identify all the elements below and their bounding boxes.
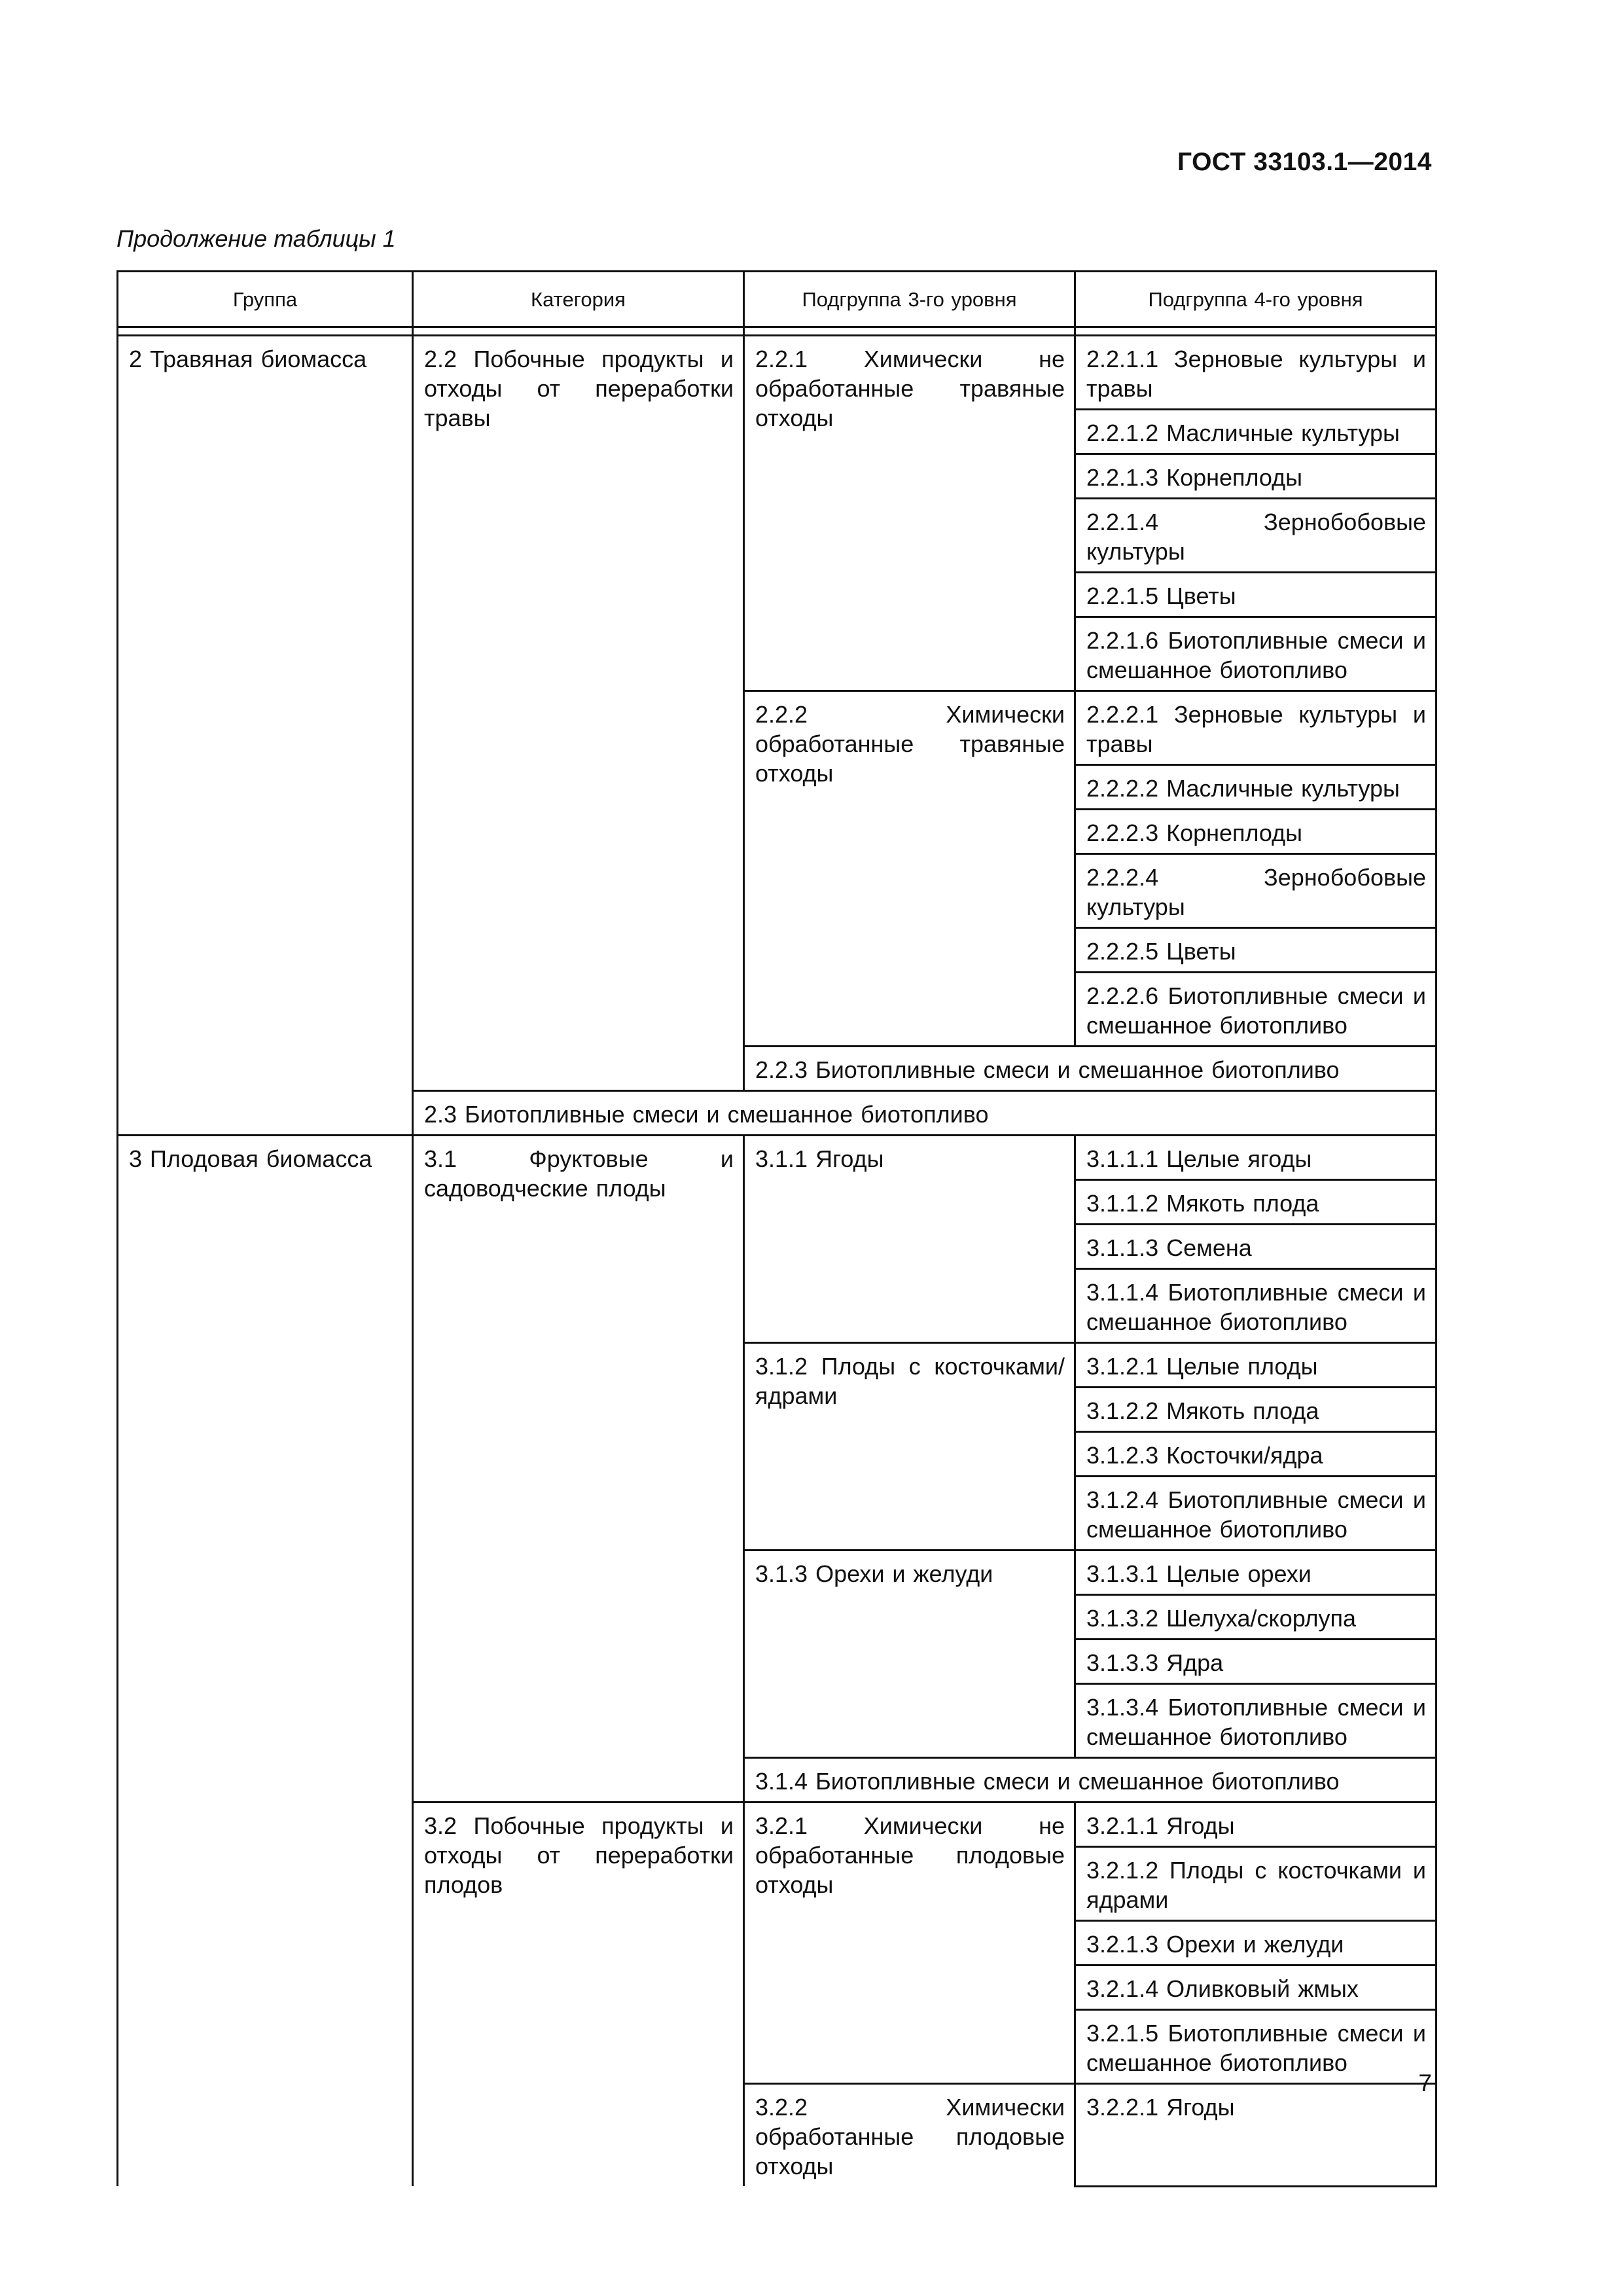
subgroup4-cell: 2.2.1.1 Зерновые культуры и травы [1075,336,1436,410]
subgroup3-cell: 3.2.1 Химически не обработанные плодовые отходы [744,1803,1075,2084]
subgroup4-cell: 3.1.2.4 Биотопливные смеси и смешанное биотопливо [1075,1477,1436,1551]
subgroup4-cell: 3.2.1.3 Орехи и желуди [1075,1921,1436,1965]
group-cell: 3 Плодовая биомасса [118,1136,413,2187]
subgroup4-cell: 2.2.2.3 Корнеплоды [1075,810,1436,854]
subgroup4-cell: 3.1.1.3 Семена [1075,1225,1436,1269]
category-cell: 3.1 Фруктовые и садоводческие плоды [413,1136,744,1803]
category-cell: 2.2 Побочные продукты и отходы от переработки травы [413,336,744,1091]
subgroup4-cell: 2.2.2.2 Масличные культуры [1075,765,1436,810]
subgroup4-cell: 2.2.2.6 Биотопливные смеси и смешанное биотопливо [1075,973,1436,1047]
subgroup4-cell: 2.2.2.4 Зернобобовые культуры [1075,854,1436,928]
subgroup4-cell: 3.1.1.4 Биотопливные смеси и смешанное биотопливо [1075,1269,1436,1343]
col-header-group: Группа [118,272,413,327]
subgroup3-cell: 2.2.2 Химически обработанные травяные отходы [744,691,1075,1047]
subgroup4-cell: 3.1.2.1 Целые плоды [1075,1343,1436,1388]
col-header-category: Категория [413,272,744,327]
subgroup4-cell: 3.1.3.3 Ядра [1075,1640,1436,1684]
group-cell: 2 Травяная биомасса [118,336,413,1136]
table-continuation-caption: Продолжение таблицы 1 [116,225,396,252]
subgroup3-merged-cell: 2.2.3 Биотопливные смеси и смешанное биотопливо [744,1047,1436,1091]
classification-table [116,270,1437,2187]
subgroup4-cell: 2.2.1.2 Масличные культуры [1075,410,1436,454]
subgroup4-cell: 3.1.1.1 Целые ягоды [1075,1136,1436,1180]
subgroup4-cell: 3.2.1.1 Ягоды [1075,1803,1436,1847]
subgroup4-cell: 2.2.1.4 Зернобобовые культуры [1075,499,1436,573]
page-number: 7 [1418,2070,1432,2096]
subgroup4-cell: 3.1.2.2 Мякоть плода [1075,1388,1436,1432]
col-header-subgroup-4: Подгруппа 4-го уровня [1075,272,1436,327]
subgroup4-cell: 3.1.2.3 Косточки/ядра [1075,1432,1436,1477]
category-merged-cell: 2.3 Биотопливные смеси и смешанное биотопливо [413,1091,1436,1136]
table-header-row [118,272,1436,327]
subgroup4-cell: 2.2.1.3 Корнеплоды [1075,454,1436,499]
col-header-subgroup-3: Подгруппа 3-го уровня [744,272,1075,327]
subgroup3-cell: 3.2.2 Химически обработанные плодовые отходы [744,2084,1075,2187]
subgroup4-cell: 3.1.3.2 Шелуха/скорлупа [1075,1595,1436,1640]
subgroup4-cell: 2.2.2.5 Цветы [1075,928,1436,973]
subgroup3-cell: 2.2.1 Химически не обработанные травяные отходы [744,336,1075,691]
subgroup4-cell: 3.2.1.5 Биотопливные смеси и смешанное биотопливо [1075,2010,1436,2084]
table-row [118,1136,1436,1180]
subgroup4-cell: 3.2.1.4 Оливковый жмых [1075,1965,1436,2010]
subgroup4-cell: 2.2.1.6 Биотопливные смеси и смешанное биотопливо [1075,617,1436,691]
header-gap-row [118,327,1436,336]
subgroup4-cell: 3.1.3.1 Целые орехи [1075,1551,1436,1595]
category-cell: 3.2 Побочные продукты и отходы от переработки плодов [413,1803,744,2187]
subgroup3-cell: 3.1.2 Плоды с косточками/ядрами [744,1343,1075,1551]
subgroup4-cell: 3.1.3.4 Биотопливные смеси и смешанное биотопливо [1075,1684,1436,1758]
subgroup4-cell: 2.2.2.1 Зерновые культуры и травы [1075,691,1436,765]
subgroup3-merged-cell: 3.1.4 Биотопливные смеси и смешанное биотопливо [744,1758,1436,1803]
subgroup4-cell: 3.2.1.2 Плоды с косточками и ядрами [1075,1847,1436,1921]
document-header: ГОСТ 33103.1—2014 [1177,148,1432,176]
subgroup4-cell: 2.2.1.5 Цветы [1075,573,1436,617]
subgroup4-cell: 3.2.2.1 Ягоды [1075,2084,1436,2187]
subgroup4-cell: 3.1.1.2 Мякоть плода [1075,1180,1436,1225]
subgroup3-cell: 3.1.1 Ягоды [744,1136,1075,1343]
subgroup3-cell: 3.1.3 Орехи и желуди [744,1551,1075,1758]
table-row [118,336,1436,410]
